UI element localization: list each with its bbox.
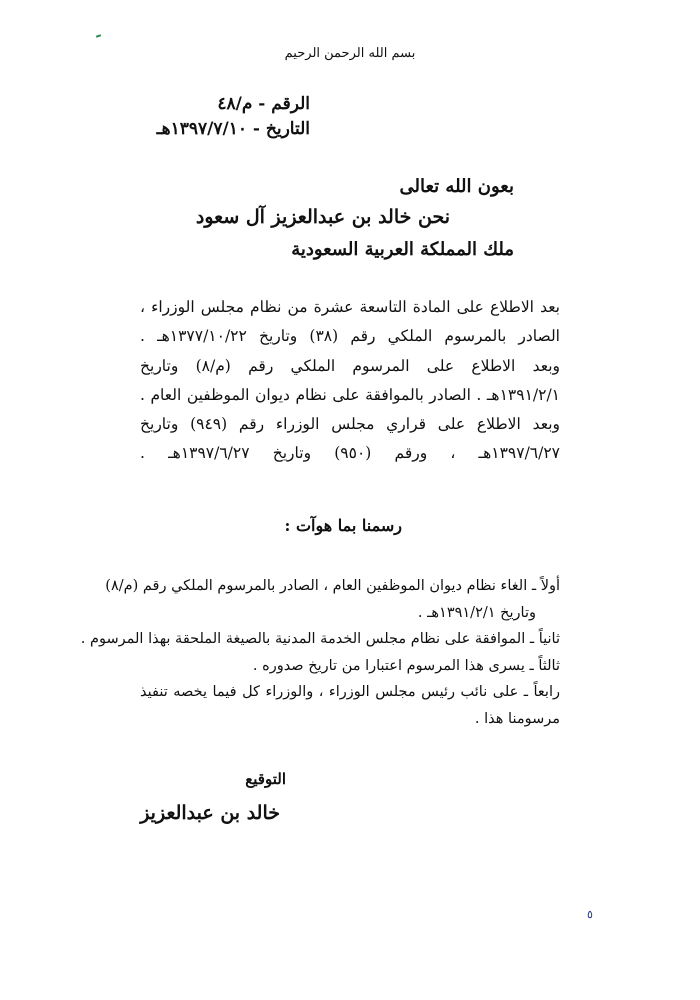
- preamble-line: بعد الاطلاع على المادة التاسعة عشرة من نظام مجلس الوزراء ،: [140, 298, 560, 316]
- preamble-line: الصادر بالمرسوم الملكي رقم (٣٨) وتاريخ ١٣٧٧/١٠/٢٢هـ .: [140, 327, 560, 346]
- articles: [80, 573, 560, 732]
- scan-mark: [96, 34, 101, 38]
- article-line: رابعاً ـ على نائب رئيس مجلس الوزراء ، والوزراء كل فيما يخصه تنفيذ: [140, 684, 560, 700]
- preamble: [140, 293, 560, 469]
- resolution-heading: رسمنا بما هوآت :: [284, 516, 402, 535]
- article-line: أولاً ـ الغاء نظام ديوان الموظفين العام ، الصادر بالمرسوم الملكي رقم (م/٨): [105, 578, 560, 594]
- reference-date: التاريخ - ١٣٩٧/٧/١٠هـ: [156, 119, 310, 139]
- preamble-line: وبعد الاطلاع على المرسوم الملكي رقم (م/٨) وتاريخ: [140, 356, 560, 375]
- basmala: بسم الله الرحمن الرحيم: [284, 46, 416, 61]
- preamble-line: ١٣٩١/٢/١هـ . الصادر بالموافقة على نظام ديوان الموظفين العام .: [140, 385, 560, 404]
- article-line: مرسومنا هذا .: [474, 710, 560, 727]
- preamble-line: وبعد الاطلاع على قراري مجلس الوزراء رقم (٩٤٩) وتاريخ: [140, 415, 560, 434]
- issuer-title: ملك المملكة العربية السعودية: [291, 239, 514, 260]
- article-line: وتاريخ ١٣٩١/٢/١هـ .: [417, 604, 536, 621]
- issuer-name: نحن خالد بن عبدالعزيز آل سعود: [195, 206, 450, 228]
- reference-number: الرقم - م/٤٨: [217, 94, 310, 114]
- preamble-line: ١٣٩٧/٦/٢٧هـ ، ورقم (٩٥٠) وتاريخ ١٣٩٧/٦/٢٧هـ .: [140, 444, 560, 463]
- article-line: ثانياً ـ الموافقة على نظام مجلس الخدمة المدنية بالصيغة الملحقة بهذا المرسوم .: [80, 631, 560, 647]
- signature-name: خالد بن عبدالعزيز: [140, 802, 280, 824]
- invocation: بعون الله تعالى: [399, 176, 514, 197]
- signature-label: التوقيع: [245, 770, 286, 788]
- article-line: ثالثاً ـ يسرى هذا المرسوم اعتبارا من تاريخ صدوره .: [252, 657, 560, 674]
- page-number: ٥: [587, 908, 593, 921]
